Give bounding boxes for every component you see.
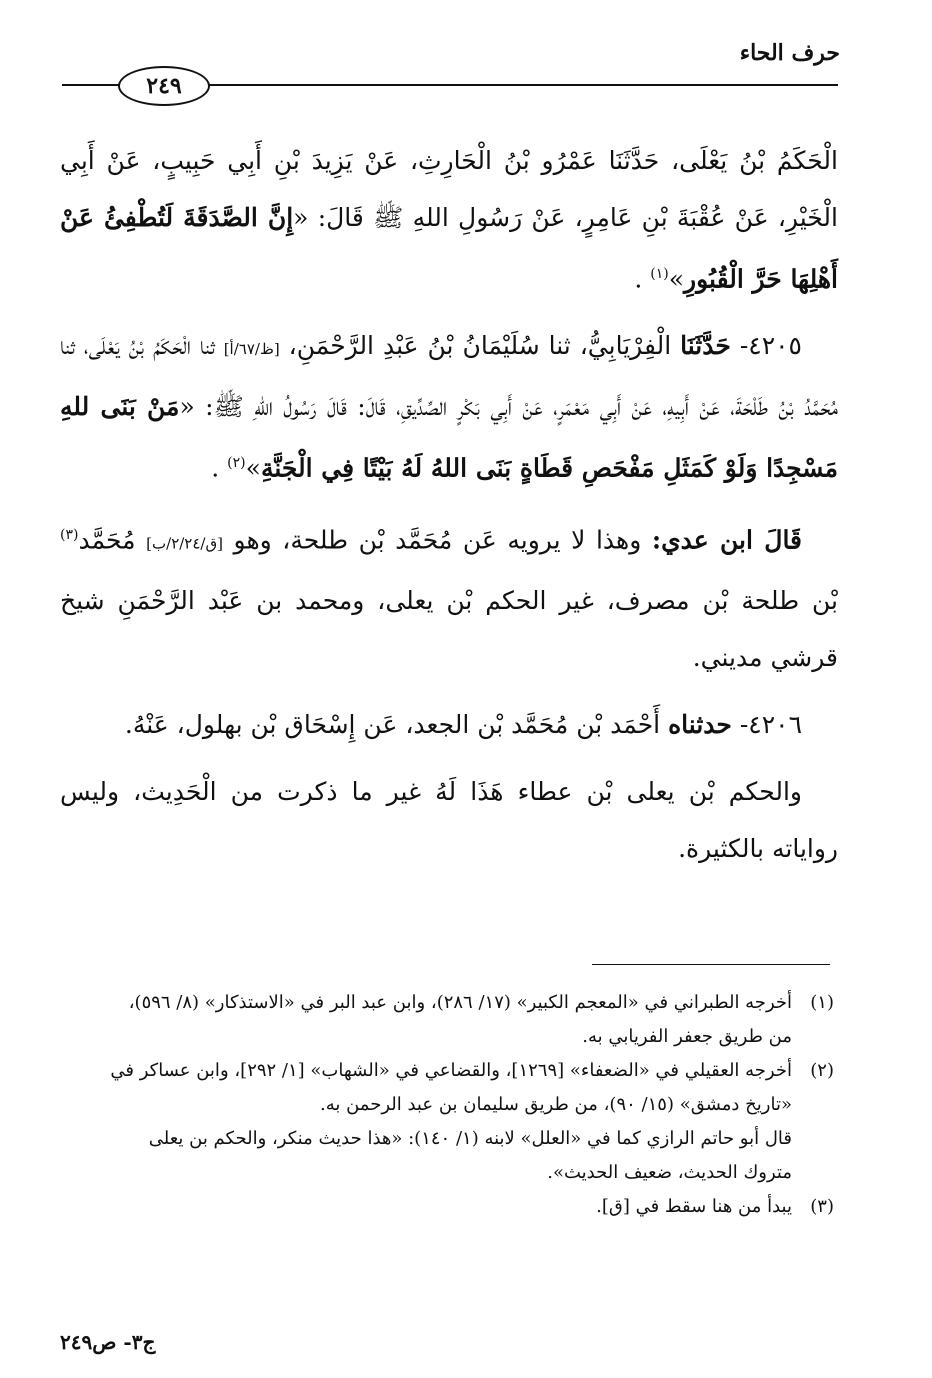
narration-lead-2: حَدَّثَنَا <box>680 331 731 361</box>
hadith-text-2: مَنْ بَنَى للهِ مَسْجِدًا وَلَوْ كَمَثَلِ مَفْحَصِ قَطَاةٍ بَنَى اللهُ لَهُ بَيْتًا فِي الْجَنَّةِ <box>60 392 838 483</box>
paragraph-5 <box>60 763 838 877</box>
paragraph-3-text-c: بْن طلحة بْن مصرف، غير الحكم بْن يعلى، ومحمد بن عَبْد الرَّحْمَنِ شيخ قرشي مديني. <box>60 585 838 672</box>
paragraph-2 <box>60 317 838 496</box>
footnote-3-line-1: يبدأ من هنا سقط في [ق]. <box>596 1196 792 1217</box>
main-text <box>60 132 838 877</box>
paragraph-5-text: والحكم بْن يعلى بْن عطاء هَذَا لَهُ غير ما ذكرت من الْحَدِيث، وليس رواياته بالكثيرة. <box>60 776 838 863</box>
paragraph-3-text-a: وهذا لا يرويه عَن مُحَمَّد بْن طلحة، وهو <box>233 524 642 554</box>
footnote-2-line-1: أخرجه العقيلي في «الضعفاء» [١٢٦٩]، والقضاعي في «الشهاب» [١/ ٢٩٢]، وابن عساكر في <box>110 1060 792 1081</box>
paragraph-4 <box>60 696 838 753</box>
paragraph-1 <box>60 132 838 307</box>
paragraph-2-text-b: ثنا الْحَكَمُ بْنُ يَعْلَى، ثنا مُحَمَّدُ بْنُ طَلْحَةَ، عَنْ أَبِيهِ، عَنْ أَبِي مَعْمَرٍ، عَنْ أَبِي بَكْرٍ الصِّدِّيقِ، قَالَ: قَالَ رَسُولُ اللهِ ﷺ: « <box>60 331 839 422</box>
footnote-2-line-3: قال أبو حاتم الرازي كما في «العلل» لابنه (١/ ١٤٠): «هذا حديث منكر، والحكم بن يعلى <box>148 1128 792 1149</box>
paragraph-4-text: أَحْمَد بْن مُحَمَّد بْن الجعد، عَن إِسْحَاق بْن بهلول، عَنْهُ. <box>124 709 661 739</box>
footnote-body-3 <box>70 1190 792 1224</box>
hadith-number-4206: ٤٢٠٦- <box>739 709 802 739</box>
narrator-comment-lead: قَالَ ابن عدي: <box>651 524 803 554</box>
footnote-marker-2: (٢) <box>227 455 246 472</box>
narration-lead-4: حدثناه <box>668 709 732 739</box>
footnote-number-3: (٣) <box>810 1196 834 1217</box>
footnotes <box>70 986 834 1224</box>
quote-close-2: » <box>245 453 261 483</box>
footnote-number-2: (٢) <box>810 1060 834 1081</box>
footnote-number-1: (١) <box>810 992 834 1013</box>
paragraph-1-text: الْحَكَمُ بْنُ يَعْلَى، حَدَّثَنَا عَمْرُو بْنُ الْحَارِثِ، عَنْ يَزِيدَ بْنِ أَبِي حَبِيبٍ، عَنْ أَبِي الْخَيْرِ، عَنْ عُقْبَةَ بْنِ عَامِرٍ، عَنْ رَسُولِ اللهِ ﷺ قَالَ: « <box>60 146 838 232</box>
paragraph-2-text-a: الْفِرْيَابِيُّ، ثنا سُلَيْمَانُ بْنُ عَبْدِ الرَّحْمَنِ، <box>288 331 672 361</box>
footnote-1-line-2: من طريق جعفر الفريابي به. <box>582 1026 792 1047</box>
hadith-number-4205: ٤٢٠٥- <box>739 331 802 361</box>
footnote-body-2 <box>70 1054 792 1190</box>
footnote-marker-1: (١) <box>650 266 669 282</box>
footnote-2 <box>70 1054 834 1190</box>
chapter-title: حرف الحاء <box>739 40 840 66</box>
footnote-3 <box>70 1190 834 1224</box>
quote-close-1: » <box>668 264 685 294</box>
manuscript-ref-2: [ق/٢/٢٤/ب] <box>146 533 223 552</box>
paragraph-2-end: . <box>211 453 220 483</box>
footnote-2-line-2: «تاريخ دمشق» (١٥/ ٩٠)، من طريق سليمان بن عبد الرحمن به. <box>320 1094 792 1115</box>
paragraph-1-end: . <box>634 264 643 294</box>
hadith-text-1: إِنَّ الصَّدَقَةَ لَتُطْفِئُ عَنْ أَهْلِهَا حَرَّ الْقُبُورِ <box>60 203 838 294</box>
page-number: ٢٤٩ <box>118 66 210 106</box>
footnote-1 <box>70 986 834 1054</box>
manuscript-ref-1: [ظ/٦٧/أ] <box>223 340 280 359</box>
paragraph-3-text-b: مُحَمَّد <box>78 524 136 554</box>
footnote-1-line-1: أخرجه الطبراني في «المعجم الكبير» (١٧/ ٢٨٦)، وابن عبد البر في «الاستذكار» (٨/ ٥٩٦)، <box>128 992 792 1013</box>
footnote-marker-3: (٣) <box>60 526 79 543</box>
footnote-separator <box>592 964 830 965</box>
footnote-2-line-4: متروك الحديث، ضعيف الحديث». <box>547 1162 792 1183</box>
paragraph-3 <box>60 507 838 686</box>
footnote-body-1 <box>70 986 792 1054</box>
volume-page-reference: ج٣- ص٢٤٩ <box>60 1330 156 1354</box>
